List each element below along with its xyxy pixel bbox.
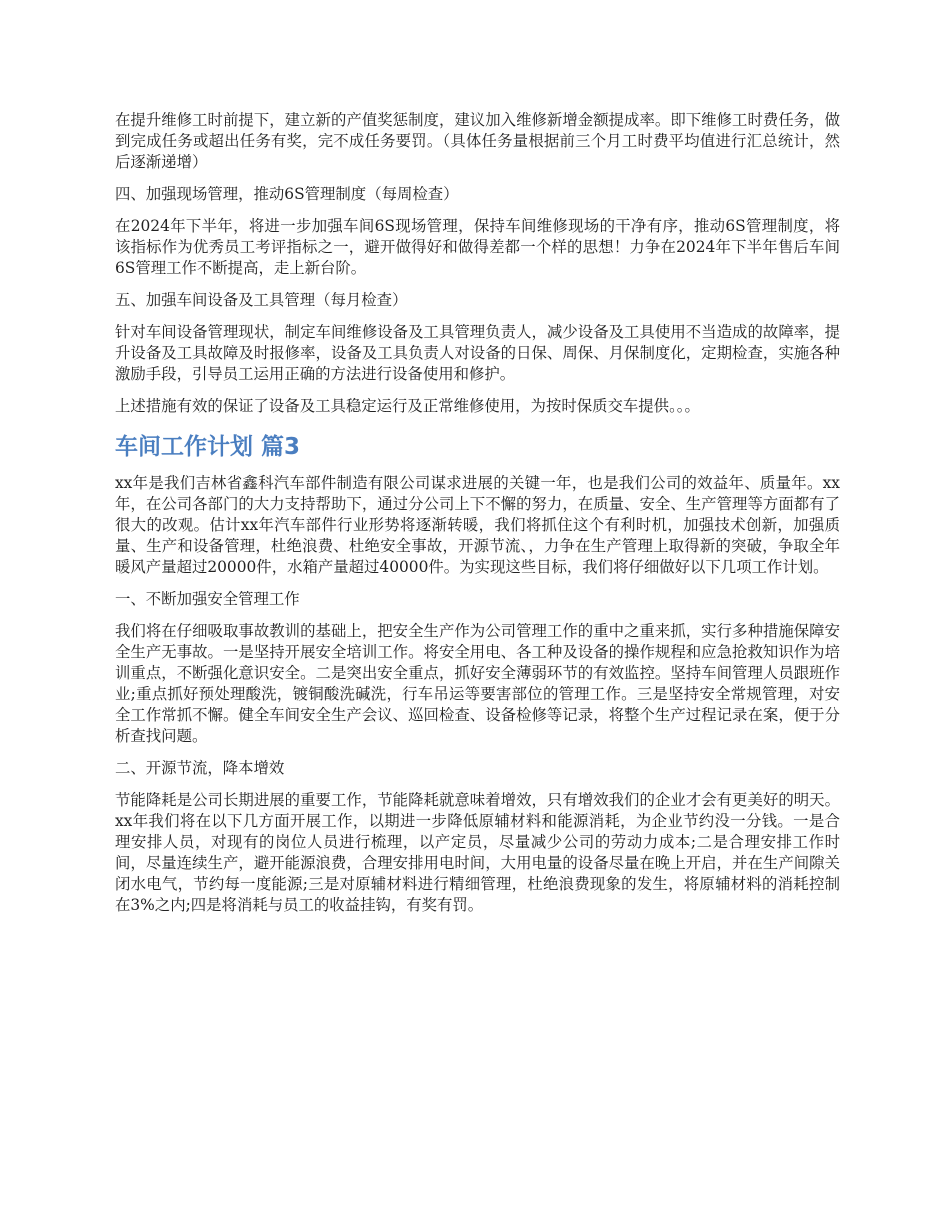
paragraph-intro: xx年是我们吉林省鑫科汽车部件制造有限公司谋求进展的关键一年，也是我们公司的效益年、质量年。xx年，在公司各部门的大力支持帮助下，通过分公司上下不懈的努力，在质量、安全、生产管理等方面都有了很大的改观。估计xx年汽车部件行业形势将逐渐转暖，我们将抓住这个有利时机，加强技术创新，加强质量、生产和设备管理，杜绝浪费、杜绝安全事故，开源节流、，力争在生产管理上取得新的突破，争取全年暖风产量超过20000件，水箱产量超过40000件。为实现这些目标，我们将仔细做好以下几项工作计划。: [115, 474, 840, 576]
subheading-6s-management: 四、加强现场管理，推动6S管理制度（每周检查）: [115, 185, 459, 203]
paragraph-safety-management: 我们将在仔细吸取事故教训的基础上，把安全生产作为公司管理工作的重中之重来抓，实行多种措施保障安全生产无事故。一是坚持开展安全培训工作。将安全用电、各工种及设备的操作规程和应急抢救知识作为培训重点，不断强化意识安全。二是突出安全重点，抓好安全薄弱环节的有效监控。坚持车间管理人员跟班作业;重点抓好预处理酸洗，镀铜酸洗碱洗，行车吊运等要害部位的管理工作。三是坚持安全常规管理，对安全工作常抓不懈。健全车间安全生产会议、巡回检查、设备检修等记录，将整个生产过程记录在案，便于分析查找问题。: [115, 622, 840, 745]
subheading-safety-management: 一、不断加强安全管理工作: [115, 590, 300, 608]
paragraph-cost-reduction: 节能降耗是公司长期进展的重要工作，节能降耗就意味着增效，只有增效我们的企业才会有更美好的明天。xx年我们将在以下几方面开展工作，以期进一步降低原辅材料和能源消耗，为企业节约没一分钱。一是合理安排人员，对现有的岗位人员进行梳理，以产定员，尽量减少公司的劳动力成本;二是合理安排工作时间，尽量连续生产，避开能源浪费，合理安排用电时间，大用电量的设备尽量在晚上开启，并在生产间隙关闭水电气，节约每一度能源;三是对原辅材料进行精细管理，杜绝浪费现象的发生，将原辅材料的消耗控制在3%之内;四是将消耗与员工的收益挂钩，有奖有罚。: [115, 791, 840, 914]
paragraph-equipment-conclusion: 上述措施有效的保证了设备及工具稳定运行及正常维修使用，为按时保质交车提供。。。: [115, 397, 700, 415]
document-page: [115, 110, 840, 927]
paragraph-equipment-management: 针对车间设备管理现状，制定车间维修设备及工具管理负责人，减少设备及工具使用不当造成的故障率，提升设备及工具故障及时报修率，设备及工具负责人对设备的日保、周保、月保制度化，定期检查，实施各种激励手段，引导员工运用正确的方法进行设备使用和修护。: [115, 323, 840, 383]
subheading-cost-reduction: 二、开源节流，降本增效: [115, 759, 285, 777]
paragraph-output-value-incentive: 在提升维修工时前提下，建立新的产值奖惩制度，建议加入维修新增金额提成率。即下维修工时费任务，做到完成任务或超出任务有奖，完不成任务要罚。（具体任务量根据前三个月工时费平均值进行汇总统计，然后逐渐递增）: [115, 111, 840, 171]
section-title: 车间工作计划 篇3: [115, 434, 301, 460]
subheading-equipment-management: 五、加强车间设备及工具管理（每月检查）: [115, 291, 408, 309]
paragraph-6s-management: 在2024年下半年，将进一步加强车间6S现场管理，保持车间维修现场的干净有序，推动6S管理制度，将该指标作为优秀员工考评指标之一，避开做得好和做得差都一个样的思想！力争在2024年下半年售后车间6S管理工作不断提高，走上新台阶。: [115, 217, 840, 277]
